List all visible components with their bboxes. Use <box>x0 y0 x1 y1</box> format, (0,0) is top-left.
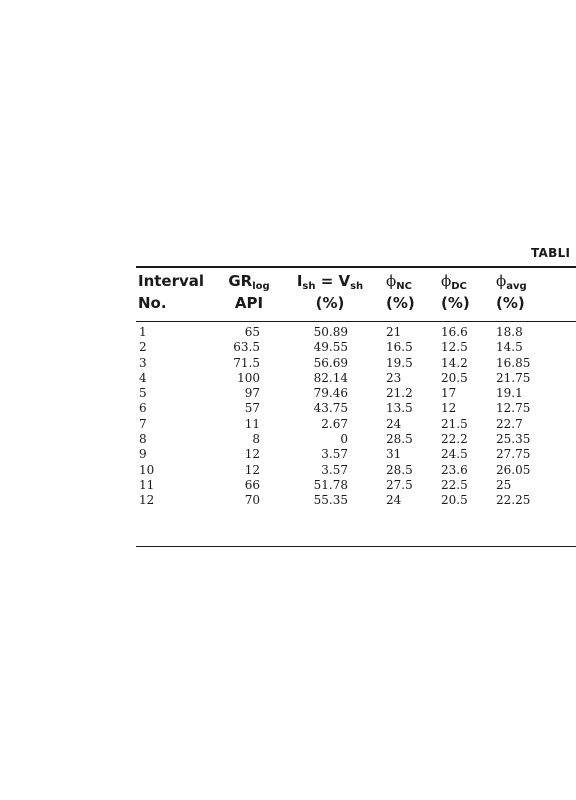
cell-phi-dc: 20.5 <box>441 370 468 385</box>
cell-gr: 97 <box>244 386 260 401</box>
header-dc <box>441 270 470 314</box>
header-dc-sub: DC <box>451 281 467 292</box>
cell-phi-nc: 13.5 <box>386 401 413 416</box>
table-row <box>0 386 566 401</box>
table-row <box>0 432 566 447</box>
cell-phi-avg: 25.35 <box>496 432 531 447</box>
table-row <box>0 417 566 432</box>
cell-phi-avg: 16.85 <box>496 355 531 370</box>
header-ish-v-sub: sh <box>350 281 364 292</box>
header-ish <box>296 270 364 314</box>
header-gr-line1 <box>226 270 272 292</box>
header-gr-line2: API <box>234 294 264 312</box>
cell-ish: 50.89 <box>313 325 348 339</box>
header-gr <box>226 270 272 314</box>
header-avg-phi: ϕ <box>496 272 507 290</box>
cell-phi-dc: 17 <box>441 386 457 401</box>
cell-phi-avg: 21.75 <box>496 370 531 385</box>
cell-interval: 7 <box>139 416 147 431</box>
header-ish-v: V <box>338 272 351 290</box>
header-avg <box>496 270 527 314</box>
cell-ish: 43.75 <box>313 401 348 416</box>
cell-ish: 2.67 <box>321 416 348 431</box>
cell-phi-nc: 28.5 <box>386 462 413 477</box>
cell-interval: 2 <box>139 340 147 355</box>
header-avg-line2: (%) <box>496 294 525 312</box>
cell-interval: 3 <box>139 355 147 370</box>
header-nc <box>386 270 415 314</box>
table-row <box>0 447 566 462</box>
cell-ish: 0 <box>340 432 348 447</box>
cell-phi-avg: 26.05 <box>496 462 531 477</box>
header-avg-sub: avg <box>506 281 527 292</box>
table-bottom-rule <box>136 546 576 547</box>
cell-phi-dc: 12.5 <box>441 340 468 355</box>
header-gr-sub: log <box>252 281 270 292</box>
table-row <box>0 371 566 386</box>
cell-phi-dc: 24.5 <box>441 447 468 462</box>
cell-phi-dc: 16.6 <box>441 325 468 339</box>
header-ish-eq: = <box>315 272 339 290</box>
cell-phi-avg: 25 <box>496 477 512 492</box>
cell-phi-avg: 18.8 <box>496 325 523 339</box>
cell-phi-nc: 24 <box>386 416 402 431</box>
cell-interval: 10 <box>139 462 155 477</box>
header-nc-sub: NC <box>396 281 412 292</box>
cell-phi-dc: 22.5 <box>441 477 468 492</box>
cell-phi-nc: 19.5 <box>386 355 413 370</box>
cell-gr: 100 <box>237 370 260 385</box>
cell-phi-nc: 21.2 <box>386 386 413 401</box>
cell-interval: 11 <box>139 477 155 492</box>
cell-gr: 65 <box>244 325 260 339</box>
table-row <box>0 340 566 355</box>
header-dc-line2: (%) <box>441 294 470 312</box>
cell-phi-dc: 14.2 <box>441 355 468 370</box>
cell-phi-avg: 14.5 <box>496 340 523 355</box>
cell-gr: 12 <box>244 447 260 462</box>
cell-phi-dc: 12 <box>441 401 457 416</box>
header-interval <box>138 270 204 314</box>
header-interval-line2: No. <box>138 294 167 312</box>
cell-phi-nc: 27.5 <box>386 477 413 492</box>
header-nc-phi: ϕ <box>386 272 397 290</box>
cell-ish: 79.46 <box>313 386 348 401</box>
cell-ish: 3.57 <box>321 462 348 477</box>
header-dc-phi: ϕ <box>441 272 452 290</box>
cell-phi-dc: 22.2 <box>441 432 468 447</box>
cell-gr: 57 <box>244 401 260 416</box>
header-nc-line2: (%) <box>386 294 415 312</box>
table-body <box>0 325 566 509</box>
cell-interval: 6 <box>139 401 147 416</box>
cell-gr: 12 <box>244 462 260 477</box>
cell-phi-avg: 12.75 <box>496 401 531 416</box>
cell-phi-avg: 22.7 <box>496 416 523 431</box>
cell-ish: 49.55 <box>313 340 348 355</box>
table-row <box>0 401 566 416</box>
cell-phi-nc: 16.5 <box>386 340 413 355</box>
header-ish-line1 <box>296 270 364 292</box>
header-ish-line2: (%) <box>315 294 345 312</box>
header-avg-line1 <box>496 270 527 292</box>
cell-phi-dc: 23.6 <box>441 462 468 477</box>
cell-interval: 4 <box>139 370 147 385</box>
cell-interval: 5 <box>139 386 147 401</box>
header-nc-line1 <box>386 270 415 292</box>
table-header-rule <box>136 321 576 322</box>
cell-gr: 63.5 <box>233 340 260 355</box>
table-caption: TABLI <box>531 246 571 260</box>
table-row <box>0 463 566 478</box>
table-row <box>0 478 566 493</box>
cell-interval: 9 <box>139 447 147 462</box>
cell-phi-nc: 24 <box>386 493 402 508</box>
cell-interval: 1 <box>139 325 147 339</box>
cell-ish: 55.35 <box>313 493 348 508</box>
cell-gr: 71.5 <box>233 355 260 370</box>
cell-gr: 8 <box>252 432 260 447</box>
cell-ish: 51.78 <box>313 477 348 492</box>
table-row <box>0 356 566 371</box>
cell-gr: 66 <box>244 477 260 492</box>
cell-ish: 3.57 <box>321 447 348 462</box>
cell-phi-avg: 22.25 <box>496 493 531 508</box>
cell-phi-avg: 27.75 <box>496 447 531 462</box>
cell-interval: 12 <box>139 493 155 508</box>
header-dc-line1 <box>441 270 470 292</box>
header-ish-i-sub: sh <box>302 281 316 292</box>
header-ish-i: I <box>296 272 303 290</box>
table-row <box>0 493 566 508</box>
cell-ish: 56.69 <box>313 355 348 370</box>
cell-phi-dc: 21.5 <box>441 416 468 431</box>
table-top-rule <box>136 266 576 268</box>
cell-phi-nc: 23 <box>386 370 402 385</box>
cell-phi-nc: 31 <box>386 447 402 462</box>
cell-gr: 11 <box>244 416 260 431</box>
cell-interval: 8 <box>139 432 147 447</box>
cell-phi-dc: 20.5 <box>441 493 468 508</box>
header-interval-line1: Interval <box>138 272 205 290</box>
cell-phi-nc: 21 <box>386 325 402 339</box>
cell-ish: 82.14 <box>313 370 348 385</box>
table-row <box>0 325 566 340</box>
header-gr-base: GR <box>228 272 253 290</box>
cell-phi-nc: 28.5 <box>386 432 413 447</box>
cell-gr: 70 <box>244 493 260 508</box>
cell-phi-avg: 19.1 <box>496 386 523 401</box>
